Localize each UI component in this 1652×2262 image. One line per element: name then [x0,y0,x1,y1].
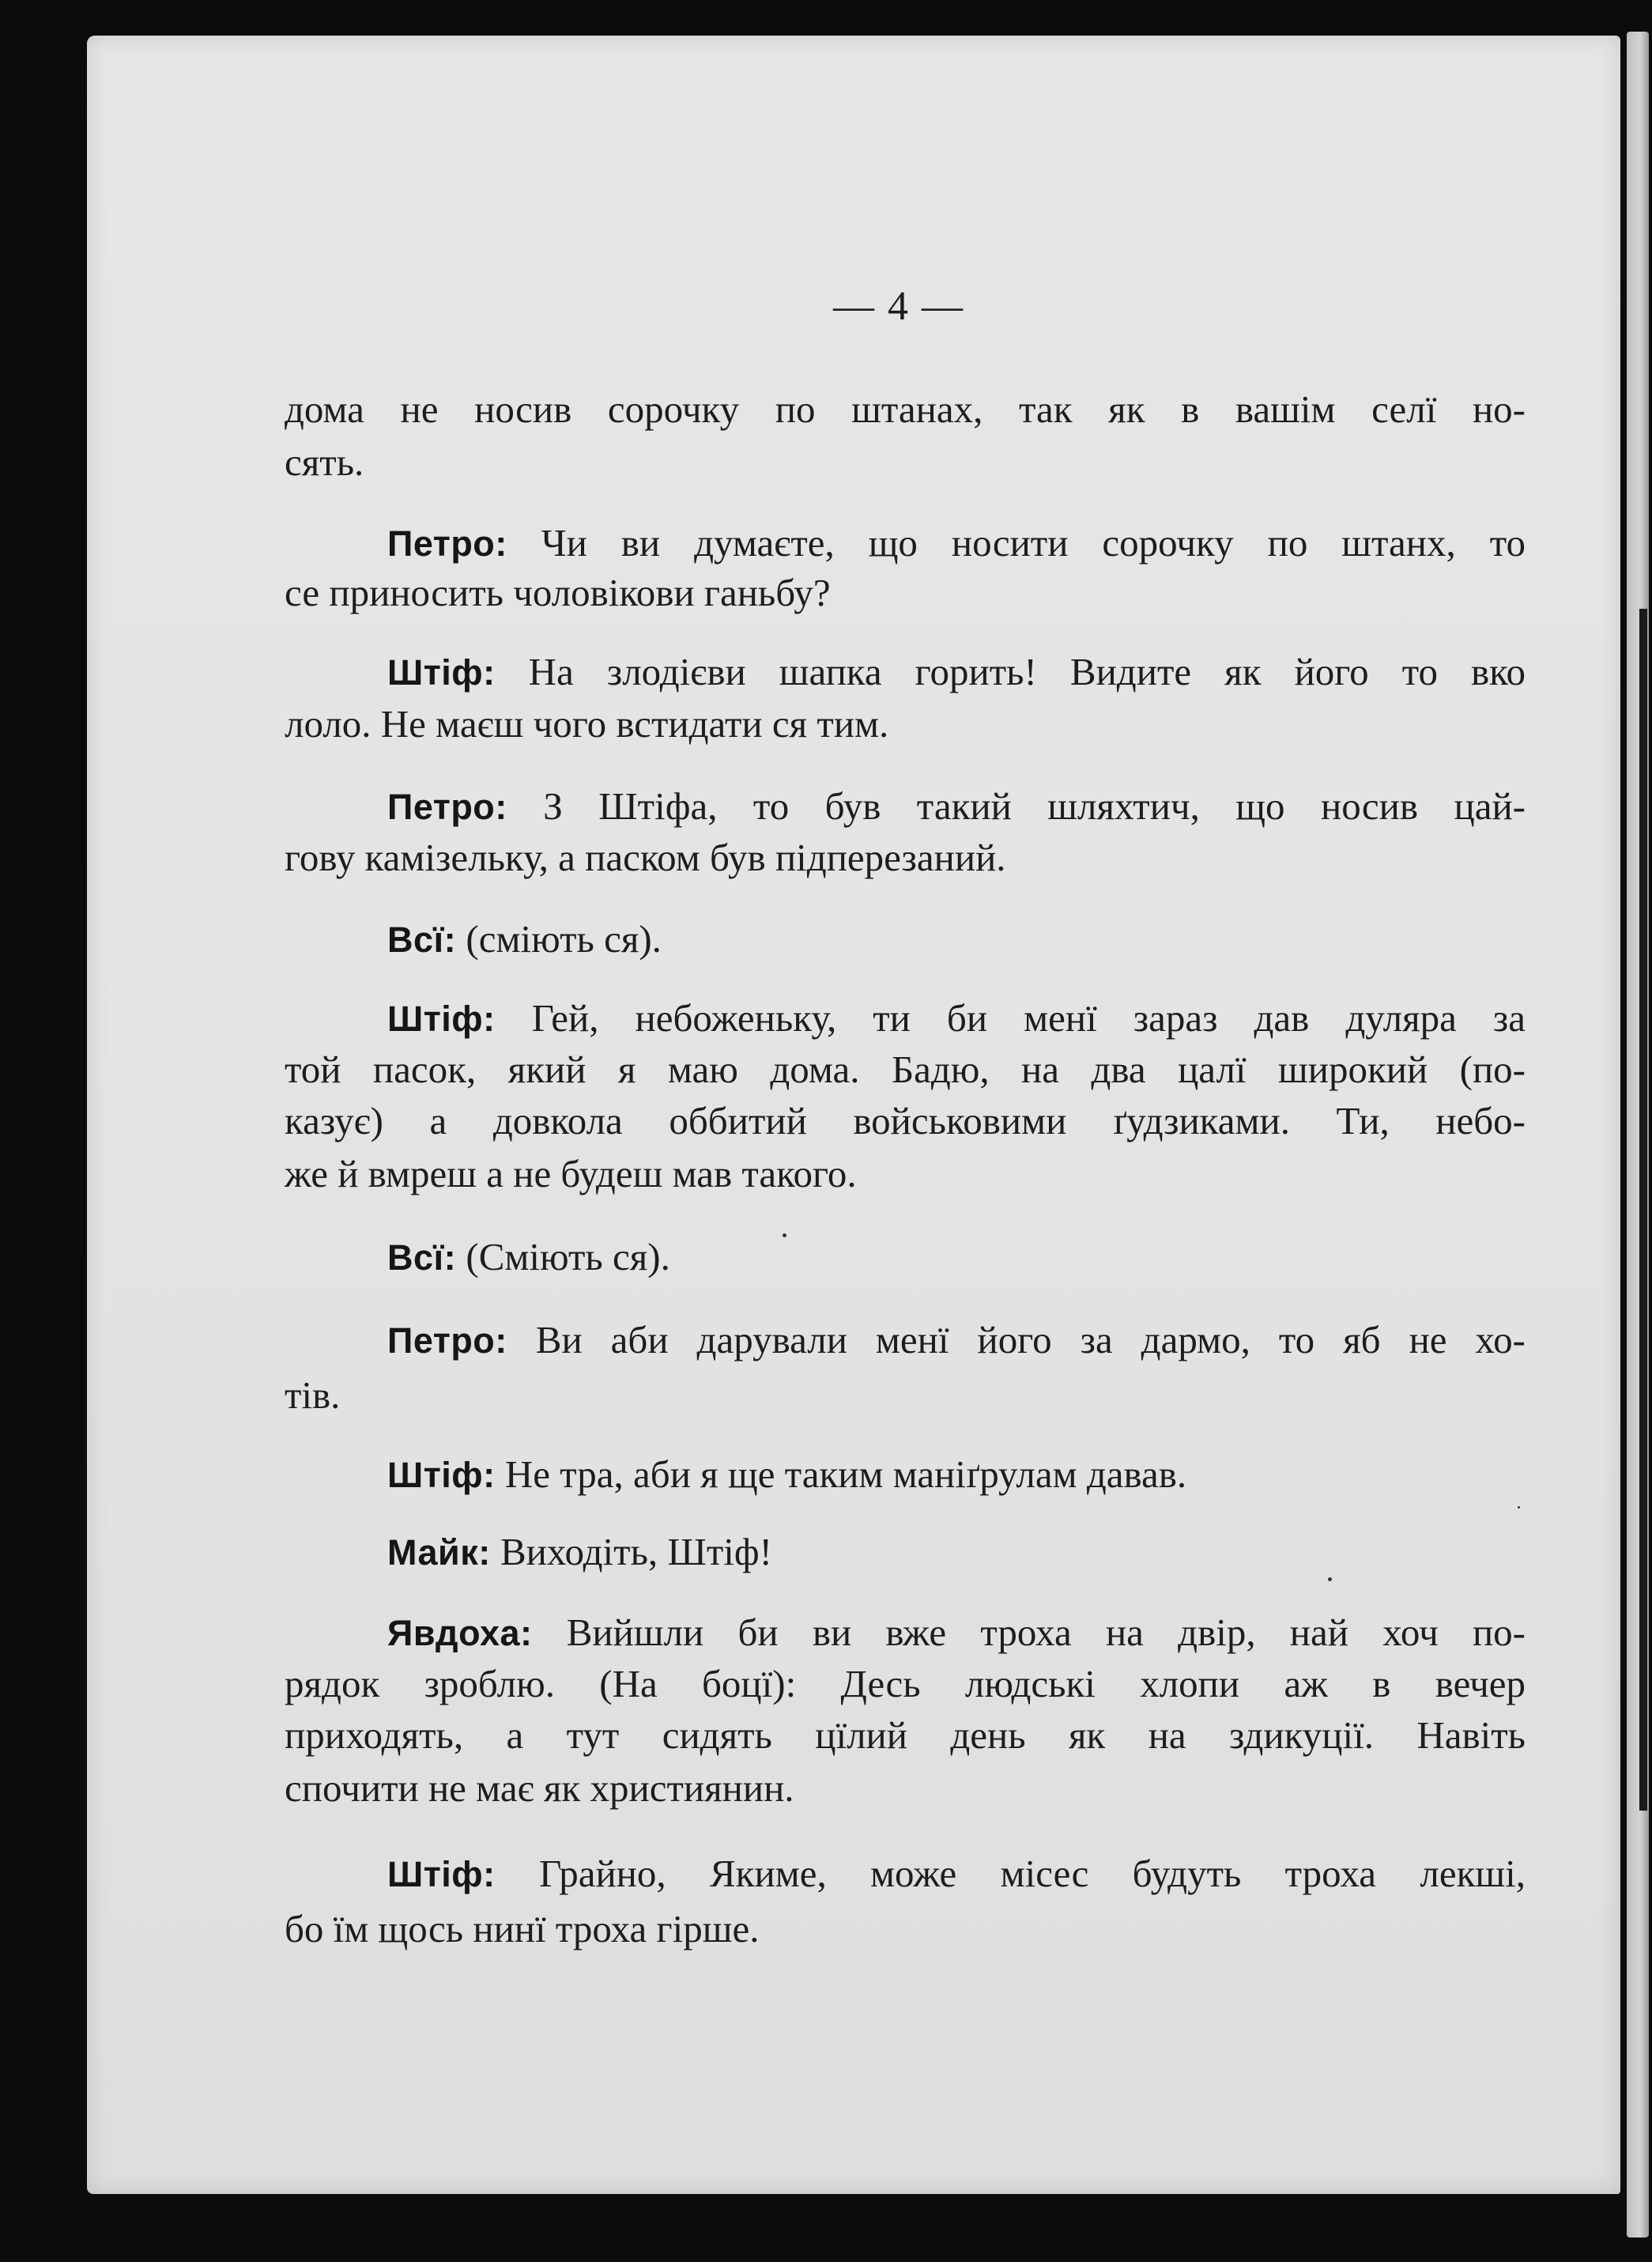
speaker-name: Штіф: [387,999,496,1039]
text-line [285,1372,1526,1419]
line-text: спочити не має як християнин. [285,1766,794,1810]
dialogue-line [387,1233,1526,1282]
line-text: Гей, небоженьку, ти би менї зараз дав дуляра за [495,996,1526,1040]
line-text: тів. [285,1373,341,1417]
dialogue-line [387,648,1526,697]
page-number: — 4 — [833,284,964,329]
dialogue-line [387,1451,1526,1499]
speaker-name: Штіф: [387,1854,496,1894]
speaker-name: Всї: [387,920,457,960]
line-text: той пасок, який я маю дома. Бадю, на два цалї широкий (по- [285,1048,1526,1091]
text-line [285,1046,1526,1093]
text-line [285,386,1526,433]
speaker-name: Штіф: [387,1455,496,1495]
line-text: (Сміють ся). [456,1235,670,1278]
line-text: З Штіфа, то був такий шляхтич, що носив цай- [507,784,1526,828]
dialogue-line [387,1316,1526,1365]
dialogue-line [387,995,1526,1043]
line-text: Вийшли би ви вже троха на двір, най хоч по- [532,1611,1526,1654]
text-line [285,1150,1526,1198]
line-text: дома не носив сорочку по штанах, так як в вашім селї но- [285,387,1526,431]
dialogue-line [387,783,1526,831]
line-text: (сміють ся). [456,917,662,961]
line-text: казує) а довкола оббитий войськовими ґудзиками. Ти, небо- [285,1099,1526,1142]
text-line [285,1712,1526,1759]
dialogue-line [387,519,1526,568]
line-text: Грайно, Якиме, може місес будуть троха лекші, [495,1852,1526,1895]
binding-shadow [1639,609,1647,1811]
line-text: На злодієви шапка горить! Видите як його то вко [495,650,1526,693]
line-text: Ви аби дарували менї його за дармо, то яб не хо- [507,1318,1526,1361]
ink-speck [1328,1577,1332,1581]
text-line [285,1660,1526,1708]
dialogue-line [387,1609,1526,1657]
text-line [285,701,1526,748]
line-text: бо їм щось нинї троха гірше. [285,1907,760,1950]
text-line [285,569,1526,617]
text-line [285,1097,1526,1145]
line-text: лоло. Не маєш чого встидати ся тим. [285,702,889,746]
speaker-name: Петро: [387,787,507,827]
ink-speck [1518,1506,1520,1509]
line-text: се приносить чоловікови ганьбу? [285,571,831,614]
text-line [285,834,1526,882]
dialogue-line [387,1850,1526,1898]
text-line [285,1765,1526,1812]
dialogue-line [387,1528,1526,1577]
line-text: сять. [285,440,364,484]
speaker-name: Петро: [387,523,507,564]
text-line [285,1905,1526,1953]
line-text: же й вмреш а не будеш мав такого. [285,1152,857,1195]
dialogue-line [387,916,1526,964]
text-line [285,439,1526,486]
speaker-name: Майк: [387,1532,491,1573]
speaker-name: Штіф: [387,652,496,693]
speaker-name: Явдоха: [387,1613,533,1653]
line-text: Чи ви думаєте, що носити сорочку по штанх, то [507,521,1526,565]
line-text: гову камізельку, а паском був підперезаний. [285,836,1006,879]
line-text: Виходіть, Штіф! [490,1530,772,1573]
speaker-name: Всї: [387,1237,457,1278]
speaker-name: Петро: [387,1320,507,1361]
line-text: приходять, а тут сидять цїлий день як на здикуції. Навіть [285,1713,1526,1757]
line-text: Не тра, аби я ще таким маніґрулам давав. [495,1452,1187,1496]
line-text: рядок зроблю. (На боцї): Десь людські хлопи аж в вечер [285,1662,1526,1705]
